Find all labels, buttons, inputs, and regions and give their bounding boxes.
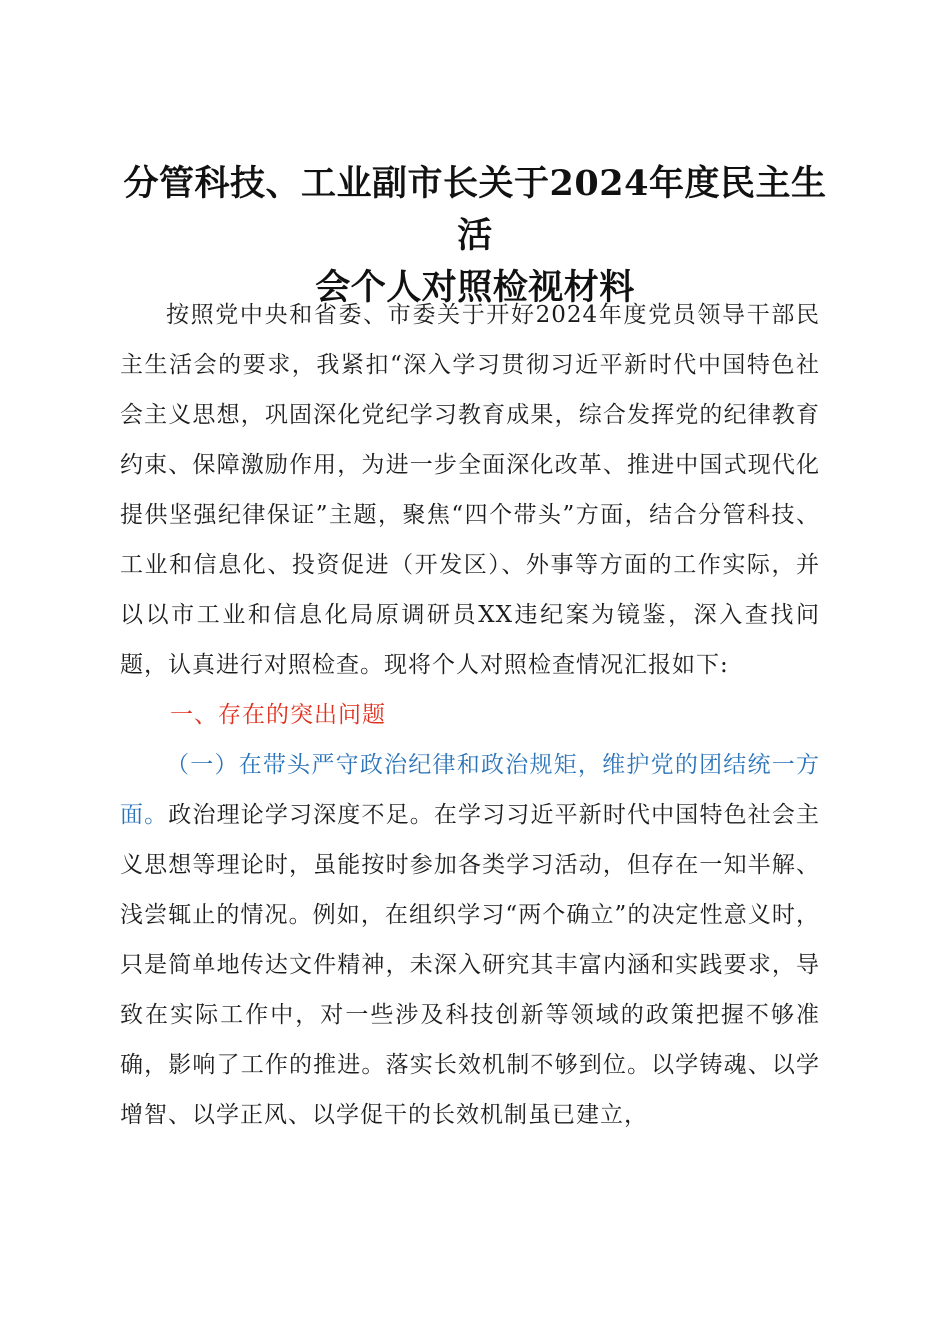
subsection-paragraph-1	[120, 740, 820, 1140]
document-body	[120, 290, 820, 1140]
subsection-body-1: 政治理论学习深度不足。在学习习近平新时代中国特色社会主义思想等理论时，虽能按时参加各类学习活动，但存在一知半解、浅尝辄止的情况。例如，在组织学习“两个确立”的决定性意义时，只是简单地传达文件精神，未深入研究其丰富内涵和实践要求，导致在实际工作中，对一些涉及科技创新等领域的政策把握不够准确，影响了工作的推进。落实长效机制不够到位。以学铸魂、以学增智、以学正风、以学促干的长效机制虽已建立，	[120, 802, 821, 1128]
subsection-heading-1: （一）在带头严守政治纪律和政治规矩，维护党的团结统一方面。	[120, 752, 820, 828]
intro-paragraph: 按照党中央和省委、市委关于开好2024年度党员领导干部民主生活会的要求，我紧扣“深入学习贯彻习近平新时代中国特色社会主义思想，巩固深化党纪学习教育成果，综合发挥党的纪律教育约束、保障激励作用，为进一步全面深化改革、推进中国式现代化提供坚强纪律保证”主题，聚焦“四个带头”方面，结合分管科技、工业和信息化、投资促进（开发区）、外事等方面的工作实际，并以以市工业和信息化局原调研员XX违纪案为镜鉴，深入查找问题，认真进行对照检查。现将个人对照检查情况汇报如下:	[120, 302, 820, 678]
title-line-1: 分管科技、工业副市长关于2024年度民主生活	[123, 163, 827, 256]
title-line-2: 会个人对照检视材料	[315, 267, 635, 308]
section-heading-problems: 一、存在的突出问题	[170, 702, 386, 728]
